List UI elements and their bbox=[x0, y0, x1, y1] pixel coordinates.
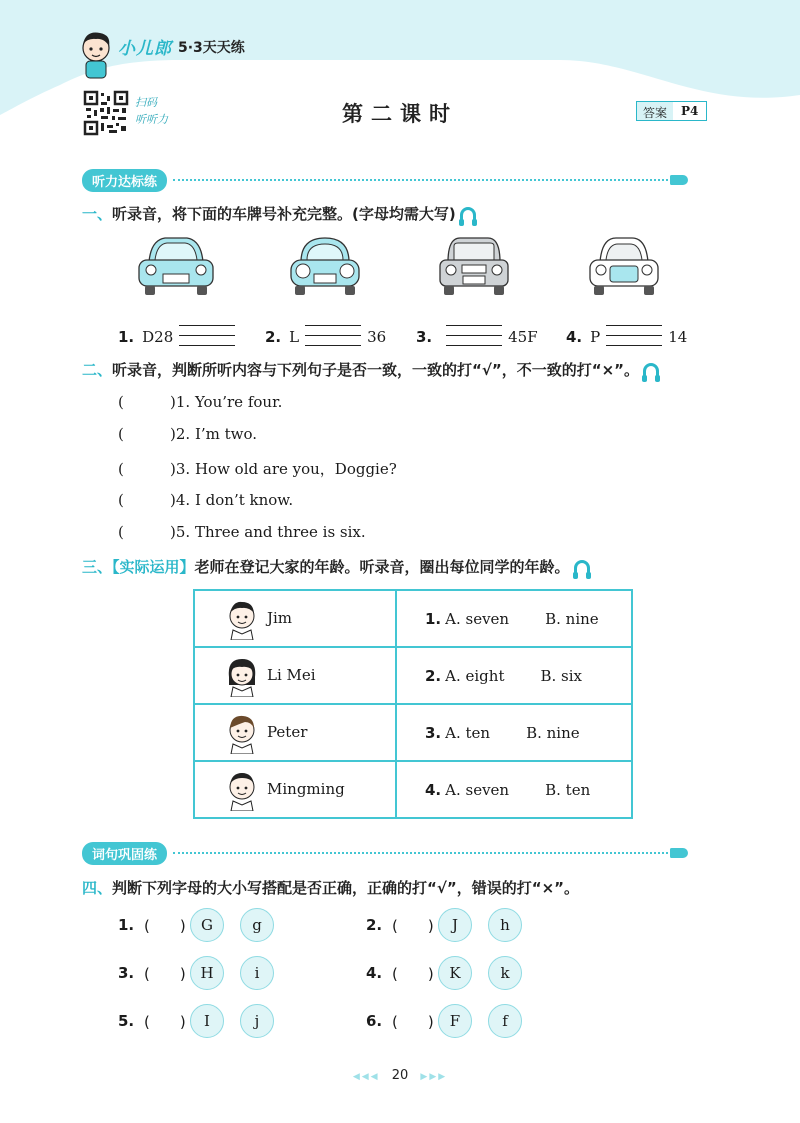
arrow-left-icon: ◀◀◀ bbox=[352, 1072, 380, 1082]
item-number: )2. bbox=[170, 425, 191, 443]
item-text: Three and three is six. bbox=[194, 523, 366, 541]
pencil-icon bbox=[670, 175, 688, 185]
pair-number: 1. bbox=[118, 916, 135, 934]
judge-item-3[interactable] bbox=[118, 458, 397, 479]
plate-1 bbox=[118, 306, 241, 346]
question-number: 二、 bbox=[82, 361, 113, 379]
answer-paren[interactable]: ( bbox=[118, 491, 124, 509]
plate-suffix: 45F bbox=[508, 328, 538, 346]
item-text: I’m two. bbox=[194, 425, 258, 443]
letter-pair-3 bbox=[118, 956, 290, 990]
table-row bbox=[194, 761, 632, 818]
student-name: Peter bbox=[267, 722, 308, 741]
answer-paren[interactable]: ( ) bbox=[144, 916, 186, 935]
question-number: 一、 bbox=[82, 205, 113, 223]
answer-page: P4 bbox=[681, 104, 699, 118]
option-b[interactable]: B. six bbox=[540, 666, 582, 685]
item-number: )3. bbox=[170, 460, 191, 478]
table-row bbox=[194, 647, 632, 704]
answer-paren[interactable]: ( ) bbox=[144, 1012, 186, 1031]
lowercase-letter: f bbox=[488, 1004, 522, 1038]
question-number: 三、 bbox=[82, 558, 113, 576]
section-bar-words bbox=[82, 842, 688, 864]
question-number: 四、 bbox=[82, 879, 113, 897]
table-row bbox=[194, 590, 632, 647]
scan-note-line-2: 听听力 bbox=[135, 113, 168, 126]
question-2-heading bbox=[82, 359, 659, 380]
item-text: How old are you，Doggie? bbox=[194, 460, 397, 478]
plate-blank[interactable] bbox=[179, 316, 235, 346]
item-text: I don’t know. bbox=[194, 491, 294, 509]
dotted-divider bbox=[173, 179, 668, 181]
uppercase-letter: I bbox=[190, 1004, 224, 1038]
plate-number: 2. bbox=[265, 328, 282, 346]
car-3-icon bbox=[436, 232, 512, 298]
car-2-icon bbox=[287, 232, 363, 298]
options-cell bbox=[396, 590, 632, 647]
arrow-right-icon: ▶▶▶ bbox=[420, 1072, 448, 1082]
plate-number: 1. bbox=[118, 328, 135, 346]
pair-number: 2. bbox=[366, 916, 383, 934]
uppercase-letter: G bbox=[190, 908, 224, 942]
options-cell bbox=[396, 761, 632, 818]
student-name: Jim bbox=[267, 608, 293, 627]
letter-pair-5 bbox=[118, 1004, 290, 1038]
headphones-icon[interactable] bbox=[643, 363, 659, 377]
letter-pair-4 bbox=[366, 956, 538, 990]
pair-number: 4. bbox=[366, 964, 383, 982]
lowercase-letter: g bbox=[240, 908, 274, 942]
plate-number: 3. bbox=[416, 328, 433, 346]
pair-number: 6. bbox=[366, 1012, 383, 1030]
lowercase-letter: j bbox=[240, 1004, 274, 1038]
question-3-heading bbox=[82, 556, 590, 577]
page-footer bbox=[0, 1068, 800, 1083]
lowercase-letter: i bbox=[240, 956, 274, 990]
student-cell bbox=[194, 647, 396, 704]
answer-label: 答案 bbox=[637, 102, 673, 120]
item-number: )1. bbox=[170, 393, 191, 411]
lowercase-letter: k bbox=[488, 956, 522, 990]
option-number: 2. bbox=[425, 666, 442, 685]
student-name: Li Mei bbox=[267, 665, 316, 684]
plate-4 bbox=[566, 306, 687, 346]
headphones-icon[interactable] bbox=[574, 560, 590, 574]
plate-number: 4. bbox=[566, 328, 583, 346]
plate-prefix: P bbox=[590, 328, 601, 346]
judge-item-1[interactable] bbox=[118, 393, 282, 411]
student-cell bbox=[194, 704, 396, 761]
page-number: 20 bbox=[391, 1068, 409, 1083]
pair-number: 5. bbox=[118, 1012, 135, 1030]
option-b[interactable]: B. nine bbox=[526, 723, 580, 742]
answer-paren[interactable]: ( bbox=[118, 425, 124, 443]
question-1-heading bbox=[82, 203, 476, 224]
dotted-divider bbox=[173, 852, 668, 854]
boy-avatar-icon bbox=[225, 598, 259, 640]
option-b[interactable]: B. nine bbox=[545, 609, 599, 628]
option-a[interactable]: A. seven bbox=[445, 780, 510, 799]
brand-series: 5·3天天练 bbox=[178, 39, 245, 56]
boy-avatar-icon bbox=[225, 769, 259, 811]
question-text: 听录音，将下面的车牌号补充完整。(字母均需大写) bbox=[112, 205, 456, 223]
option-b[interactable]: B. ten bbox=[545, 780, 591, 799]
option-number: 3. bbox=[425, 723, 442, 742]
option-a[interactable]: A. seven bbox=[445, 609, 510, 628]
answer-paren[interactable]: ( bbox=[118, 393, 124, 411]
plate-blank[interactable] bbox=[305, 316, 361, 346]
table-row bbox=[194, 704, 632, 761]
girl-avatar-icon bbox=[225, 655, 259, 697]
plate-prefix: L bbox=[289, 328, 300, 346]
plate-blank[interactable] bbox=[606, 316, 662, 346]
answer-paren[interactable]: ( ) bbox=[392, 1012, 434, 1031]
page-title: 第二课时 bbox=[342, 102, 458, 126]
question-4-heading bbox=[82, 877, 579, 898]
answer-paren[interactable]: ( ) bbox=[144, 964, 186, 983]
scan-note-line-1: 扫码 bbox=[135, 96, 157, 109]
plate-suffix: 14 bbox=[668, 328, 688, 346]
pencil-icon bbox=[670, 848, 688, 858]
boy-avatar-icon bbox=[225, 712, 259, 754]
section-title: 词句巩固练 bbox=[82, 842, 167, 865]
plate-2 bbox=[265, 306, 386, 346]
car-4-icon bbox=[586, 232, 662, 298]
answer-paren[interactable]: ( bbox=[118, 523, 124, 541]
brand-logo: 小儿郎 bbox=[118, 39, 172, 59]
uppercase-letter: H bbox=[190, 956, 224, 990]
answer-paren[interactable]: ( ) bbox=[392, 916, 434, 935]
lowercase-letter: h bbox=[488, 908, 522, 942]
plate-prefix: D28 bbox=[142, 328, 174, 346]
plate-suffix: 36 bbox=[367, 328, 387, 346]
question-text: 判断下列字母的大小写搭配是否正确，正确的打“√”，错误的打“×”。 bbox=[112, 879, 580, 897]
student-cell bbox=[194, 761, 396, 818]
options-cell bbox=[396, 647, 632, 704]
uppercase-letter: K bbox=[438, 956, 472, 990]
headphones-icon[interactable] bbox=[460, 207, 476, 221]
option-a[interactable]: A. ten bbox=[445, 723, 491, 742]
plate-blank[interactable] bbox=[446, 316, 502, 346]
question-tag: 【实际运用】 bbox=[112, 558, 195, 576]
option-a[interactable]: A. eight bbox=[445, 666, 505, 685]
section-bar-listening bbox=[82, 169, 688, 191]
letter-pair-1 bbox=[118, 908, 290, 942]
item-text: You’re four. bbox=[194, 393, 283, 411]
question-text: 听录音，判断所听内容与下列句子是否一致，一致的打“√”，不一致的打“×”。 bbox=[112, 361, 640, 379]
item-number: )4. bbox=[170, 491, 191, 509]
answer-tag[interactable] bbox=[636, 101, 707, 121]
student-name: Mingming bbox=[267, 779, 345, 798]
option-number: 1. bbox=[425, 609, 442, 628]
section-title: 听力达标练 bbox=[82, 169, 167, 192]
uppercase-letter: J bbox=[438, 908, 472, 942]
question-text: 老师在登记大家的年龄。听录音，圈出每位同学的年龄。 bbox=[194, 558, 570, 576]
judge-item-2[interactable] bbox=[118, 425, 257, 443]
pair-number: 3. bbox=[118, 964, 135, 982]
plate-3 bbox=[416, 306, 538, 346]
answer-paren[interactable]: ( ) bbox=[392, 964, 434, 983]
brand bbox=[118, 34, 245, 59]
item-number: )5. bbox=[170, 523, 191, 541]
judge-item-4[interactable] bbox=[118, 491, 293, 509]
letter-pair-2 bbox=[366, 908, 538, 942]
answer-paren[interactable]: ( bbox=[118, 460, 124, 478]
option-number: 4. bbox=[425, 780, 442, 799]
judge-item-5[interactable] bbox=[118, 523, 366, 541]
letter-pair-6 bbox=[366, 1004, 538, 1038]
student-cell bbox=[194, 590, 396, 647]
age-table bbox=[193, 589, 633, 819]
mascot-icon bbox=[78, 30, 114, 80]
options-cell bbox=[396, 704, 632, 761]
uppercase-letter: F bbox=[438, 1004, 472, 1038]
car-1-icon bbox=[135, 232, 217, 298]
